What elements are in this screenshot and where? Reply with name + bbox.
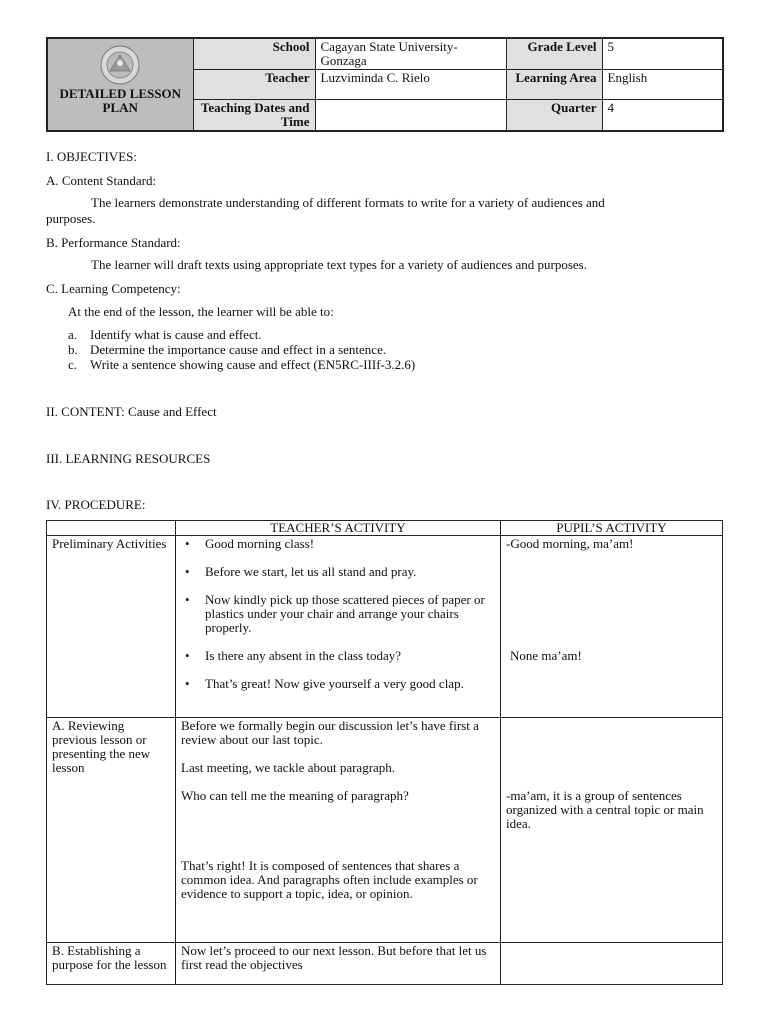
- area-label: Learning Area: [506, 70, 602, 100]
- dates-value: [315, 100, 506, 132]
- teacher-line: • Now kindly pick up those scattered pieces of paper or plastics under your chair and arrange your chairs properly.: [181, 593, 495, 635]
- competency-marker: c.: [68, 357, 78, 372]
- content-standard-heading: A. Content Standard:: [46, 173, 157, 188]
- phase-cell: B. Establishing a purpose for the lesson: [47, 943, 176, 985]
- column-header-pupil: PUPIL’S ACTIVITY: [501, 521, 723, 536]
- quarter-label: Quarter: [506, 100, 602, 132]
- content-heading: II. CONTENT: Cause and Effect: [46, 404, 217, 419]
- procedure-heading: IV. PROCEDURE:: [46, 497, 146, 512]
- phase-cell: Preliminary Activities: [47, 536, 176, 718]
- competency-item: [68, 343, 386, 357]
- column-header-phase: [47, 521, 176, 536]
- pupil-line: -Good morning, ma’am!: [506, 536, 634, 551]
- pupil-cell: [501, 536, 723, 718]
- teacher-cell: [176, 718, 501, 943]
- table-row: [47, 943, 723, 985]
- teacher-line: Last meeting, we tackle about paragraph.: [181, 760, 396, 775]
- pupil-cell: [501, 718, 723, 943]
- pupil-line: -ma’am, it is a group of sentences organized with a central topic or main idea.: [506, 788, 704, 831]
- pupil-cell: [501, 943, 723, 985]
- competency-text: Identify what is cause and effect.: [90, 327, 262, 342]
- school-value: Cagayan State University-Gonzaga: [315, 38, 506, 70]
- deped-seal-icon: [99, 45, 141, 85]
- content-standard-text: The learners demonstrate understanding of different formats to write for a variety of audiences and: [91, 195, 605, 210]
- column-header-teacher: TEACHER’S ACTIVITY: [176, 521, 501, 536]
- performance-standard-text: The learner will draft texts using appropriate text types for a variety of audiences and purposes.: [91, 257, 587, 272]
- teacher-line: • Before we start, let us all stand and pray.: [181, 565, 495, 579]
- competency-heading: C. Learning Competency:: [46, 281, 181, 296]
- teacher-line: That’s right! It is composed of sentences that shares a common idea. And paragraphs often include examples or evidence to support a topic, idea, or opinion.: [181, 858, 478, 901]
- area-value: English: [602, 70, 723, 100]
- competency-text: Determine the importance cause and effect in a sentence.: [90, 342, 387, 357]
- document-title: DETAILED LESSON PLAN: [59, 86, 181, 115]
- teacher-value: Luzviminda C. Rielo: [315, 70, 506, 100]
- competency-marker: a.: [68, 327, 78, 342]
- pupil-line: None ma’am!: [510, 648, 582, 663]
- competency-text: Write a sentence showing cause and effect (EN5RC-IIIf-3.2.6): [90, 357, 416, 372]
- performance-standard-heading: B. Performance Standard:: [46, 235, 181, 250]
- competency-marker: b.: [68, 342, 78, 357]
- procedure-table: [46, 520, 723, 985]
- teacher-label: Teacher: [193, 70, 315, 100]
- competency-item: [68, 358, 415, 372]
- phase-cell: A. Reviewing previous lesson or presenting the new lesson: [47, 718, 176, 943]
- logo-cell: [47, 38, 193, 131]
- teacher-line: Who can tell me the meaning of paragraph?: [181, 788, 409, 803]
- teacher-cell: Now let’s proceed to our next lesson. But before that let us first read the objectives: [176, 943, 501, 985]
- teacher-line: • Is there any absent in the class today?: [181, 649, 495, 663]
- table-row: [47, 536, 723, 718]
- teacher-line: • Good morning class!: [181, 537, 495, 551]
- grade-label: Grade Level: [506, 38, 602, 70]
- teacher-line: • That’s great! Now give yourself a very good clap.: [181, 677, 495, 691]
- resources-heading: III. LEARNING RESOURCES: [46, 451, 211, 466]
- objectives-heading: I. OBJECTIVES:: [46, 149, 137, 164]
- content-standard-text-cont: purposes.: [46, 211, 96, 226]
- quarter-value: 4: [602, 100, 723, 132]
- competency-intro: At the end of the lesson, the learner will be able to:: [68, 304, 334, 319]
- school-label: School: [193, 38, 315, 70]
- dates-label: Teaching Dates and Time: [193, 100, 315, 132]
- header-table: [46, 37, 724, 132]
- teacher-cell: [176, 536, 501, 718]
- grade-value: 5: [602, 38, 723, 70]
- teacher-line: Before we formally begin our discussion let’s have first a review about our last topic.: [181, 718, 479, 747]
- table-row: [47, 718, 723, 943]
- competency-item: [68, 328, 262, 342]
